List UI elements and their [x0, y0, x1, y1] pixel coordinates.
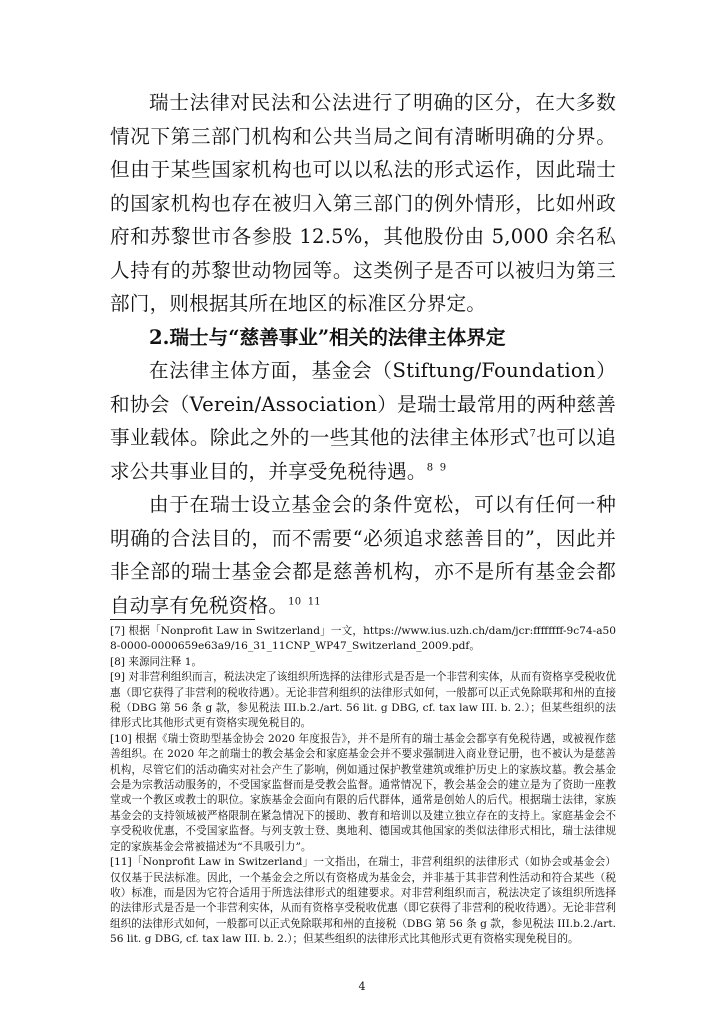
footnote-divider [110, 619, 255, 620]
footnotes [110, 624, 616, 948]
footnote-ref-9[interactable]: 9 [439, 461, 447, 473]
section-heading: 2.瑞士与“慈善事业”相关的法律主体界定 [149, 325, 506, 349]
body-text [110, 86, 616, 622]
footnote-ref-11[interactable]: 11 [307, 595, 321, 607]
paragraph-text: 由于在瑞士设立基金会的条件宽松，可以有任何一种明确的合法目的，而不需要“必须追求慈善目的”，因此并非全部的瑞士基金会都是慈善机构，亦不是所有基金会都自动享有免税资格。 [110, 493, 616, 617]
footnote-ref-7[interactable]: 7 [529, 428, 537, 440]
paragraph-legal-entities [110, 354, 616, 488]
footnote-ref-10[interactable]: 10 [288, 595, 302, 607]
footnote-11: [11]「Nonprofit Law in Switzerland」一文指出，在瑞士，非营利组织的法律形式（如协会或基金会）仅仅基于民法标准。因此，一个基金会之所以有资格成为基金会，并非基于其非营利性活动和符合某些（税收）标准，而是因为它符合适用于所选法律形式的组建要求。对非营利组织而言，税法决定了该组织所选择的法律形式是否是一个非营利实体，从而有资格享受税收优惠（即它获得了非营利的税收待遇）。无论非营利组织的法律形式如何，一般都可以正式免除联邦和州的直接税（DBG 第 56 条 g 款，参见税法 III.b.2./art. 56 lit. g DBG, cf. tax law III. b. 2.）；但某些组织的法律形式比其他形式更有资格实现免税目的。 [110, 856, 616, 946]
footnote-9: [9] 对非营利组织而言，税法决定了该组织所选择的法律形式是否是一个非营利实体，从而有资格享受税收优惠（即它获得了非营利的税收待遇）。无论非营利组织的法律形式如何，一般都可以正式免除联邦和州的直接税（DBG 第 56 条 g 款，参见税法 III.b.2./art. 56 lit. g DBG, cf. tax law III. b. 2.）；但某些组织的法律形式比其他形式更有资格实现免税目的。 [110, 671, 616, 730]
paragraph-text: 在法律主体方面，基金会（Stiftung/Foundation）和协会（Verein/Association）是瑞士最常用的两种慈善事业载体。除此之外的一些其他的法律主体形式 [110, 359, 616, 449]
page-number: 4 [358, 980, 366, 993]
paragraph-foundations [110, 488, 616, 622]
footnote-10: [10] 根据《瑞士资助型基金协会 2020 年度报告》，并不是所有的瑞士基金会都享有免税待遇，或被视作慈善组织。在 2020 年之前瑞士的教会基金会和家庭基金会并不要求强制进入商业登记册，也不被认为是慈善机构，尽管它们的活动确实对社会产生了影响，例如通过保护教堂建筑或维护历史上的家族坟墓。教会基金会是为宗教活动服务的，不受国家监督而是受教会监督。通常情况下，教会基金会的建立是为了资助一座教堂或一个教区或教士的职位。家族基金会面向有限的后代群体，通常是创始人的后代。根据瑞士法律，家族基金会的支持领域被严格限制在紧急情况下的援助、教育和培训以及建立独立存在的支持上。家庭基金会不享受税收优惠，不受国家监督。与列支敦士登、奥地利、德国或其他国家的类似法律形式相比，瑞士法律规定的家族基金会常被描述为“不具吸引力”。 [110, 732, 616, 853]
paragraph-third-sector-boundary: 瑞士法律对民法和公法进行了明确的区分，在大多数情况下第三部门机构和公共当局之间有清晰明确的分界。但由于某些国家机构也可以以私法的形式运作，因此瑞士的国家机构也存在被归入第三部门的例外情形，比如州政府和苏黎世市各参股 12.5%，其他股份由 5,000 余名私人持有的苏黎世动物园等。这类例子是否可以被归为第三部门，则根据其所在地区的标准区分界定。 [110, 91, 616, 315]
footnote-8: [8] 来源同注释 1。 [110, 655, 203, 668]
footnote-ref-8[interactable]: 8 [426, 461, 434, 473]
paragraph-text: 也可以追求公共事业目的，并享受免税待遇。 [110, 426, 616, 483]
footnote-7: [7] 根据「Nonprofit Law in Switzerland」一文，https://www.ius.uzh.ch/dam/jcr:ffffffff-9c74-a508-0000-0000659e63a9/16_31_11CNP_WP47_Switzerland_2009.pdf。 [110, 625, 616, 653]
